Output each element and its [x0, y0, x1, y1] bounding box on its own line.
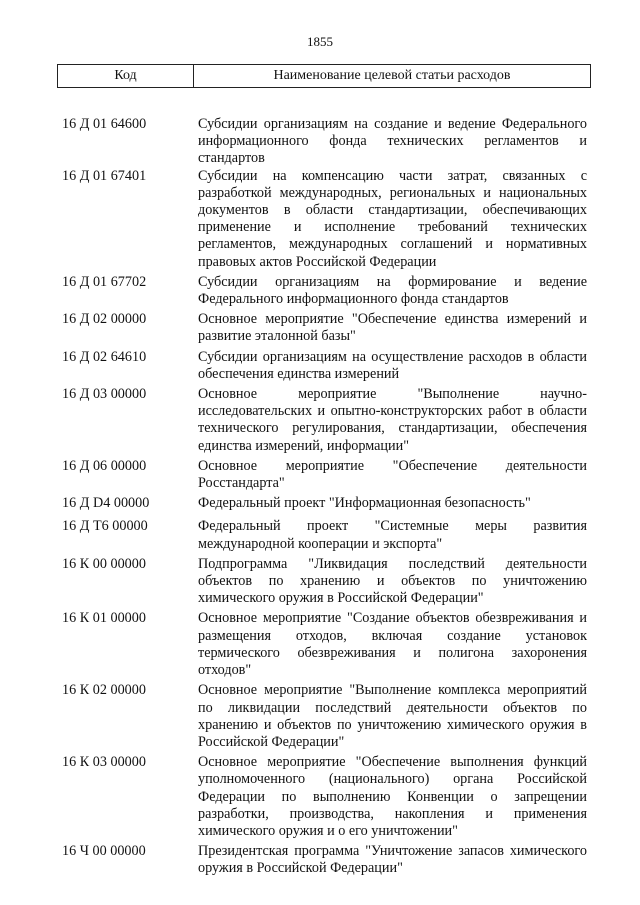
row-description: Подпрограмма "Ликвидация последствий деятельности объектов по хранению и объектов по уничтожению химического оружия в Российской Федерации" — [198, 555, 587, 607]
row-description: Президентская программа "Уничтожение запасов химического оружия в Российской Федерации" — [198, 843, 587, 877]
row-code: 16 Д Т6 00000 — [62, 518, 148, 535]
code-column-header: Код — [58, 65, 194, 87]
table-row — [62, 556, 587, 608]
page-number: 1855 — [307, 34, 333, 49]
table-row — [62, 311, 587, 345]
row-description: Основное мероприятие "Создание объектов обезвреживания и размещения отходов, включая создание установок термического обезвреживания и полигона захоронения отходов" — [198, 610, 587, 679]
row-description: Основное мероприятие "Выполнение комплекса мероприятий по ликвидации последствий деятельности объектов по хранению и объектов по уничтожению химического оружия в Российской Федерации" — [198, 682, 587, 750]
table-row — [62, 349, 587, 383]
row-description: Основное мероприятие "Выполнение научно-исследовательских и опытно-конструкторских работ в области технического регулирования, стандартизации, обеспечения единства измерений, информации" — [198, 386, 587, 454]
table-row — [62, 754, 587, 840]
row-description: Основное мероприятие "Обеспечение единства измерений и развитие эталонной базы" — [198, 311, 587, 345]
row-code: 16 К 00 00000 — [62, 555, 146, 572]
row-description: Субсидии организациям на формирование и ведение Федерального информационного фонда стандартов — [198, 273, 587, 308]
row-code: 16 Д D4 00000 — [62, 495, 150, 512]
row-code: 16 К 03 00000 — [62, 754, 146, 771]
row-description: Субсидии организациям на создание и ведение Федерального информационного фонда технических регламентов и стандартов — [198, 116, 587, 167]
row-code: 16 Ч 00 00000 — [62, 843, 146, 860]
table-row — [62, 168, 587, 271]
table-row — [62, 843, 587, 877]
row-code: 16 Д 01 67401 — [62, 167, 147, 184]
row-code: 16 Д 03 00000 — [62, 386, 147, 403]
table-row — [62, 682, 587, 751]
row-code: 16 К 01 00000 — [62, 610, 146, 627]
row-code: 16 Д 02 64610 — [62, 348, 147, 365]
row-description: Субсидии на компенсацию части затрат, связанных с разработкой международных, региональных и национальных документов в области стандартизации, обеспечивающих применение и исполнение требований технических регламентов, международных соглашений и нормативных правовых актов Российской Федерации — [198, 167, 587, 270]
row-code: 16 К 02 00000 — [62, 682, 146, 699]
table-row — [62, 458, 587, 492]
row-description: Основное мероприятие "Обеспечение деятельности Росстандарта" — [198, 457, 587, 492]
row-code: 16 Д 02 00000 — [62, 311, 147, 328]
table-row — [62, 610, 587, 679]
row-description: Федеральный проект "Системные меры развития международной кооперации и экспорта" — [198, 518, 587, 552]
table-row — [62, 386, 587, 455]
row-code: 16 Д 06 00000 — [62, 457, 147, 474]
row-code: 16 Д 01 64600 — [62, 116, 147, 132]
row-description: Основное мероприятие "Обеспечение выполнения функций уполномоченного (национального) органа Российской Федерации по выполнению Конвенции о запрещении разработки, производства, накопления и применения химического оружия и о его уничтожении" — [198, 754, 587, 839]
row-description: Федеральный проект "Информационная безопасность" — [198, 495, 531, 512]
table-row — [62, 116, 587, 168]
table-row — [62, 518, 587, 552]
name-column-header: Наименование целевой статьи расходов — [273, 68, 511, 83]
row-description: Субсидии организациям на осуществление расходов в области обеспечения единства измерений — [198, 348, 587, 382]
table-header — [57, 64, 591, 88]
table-row — [62, 274, 587, 308]
table-body — [62, 116, 587, 878]
row-code: 16 Д 01 67702 — [62, 273, 147, 290]
table-row — [62, 495, 587, 512]
